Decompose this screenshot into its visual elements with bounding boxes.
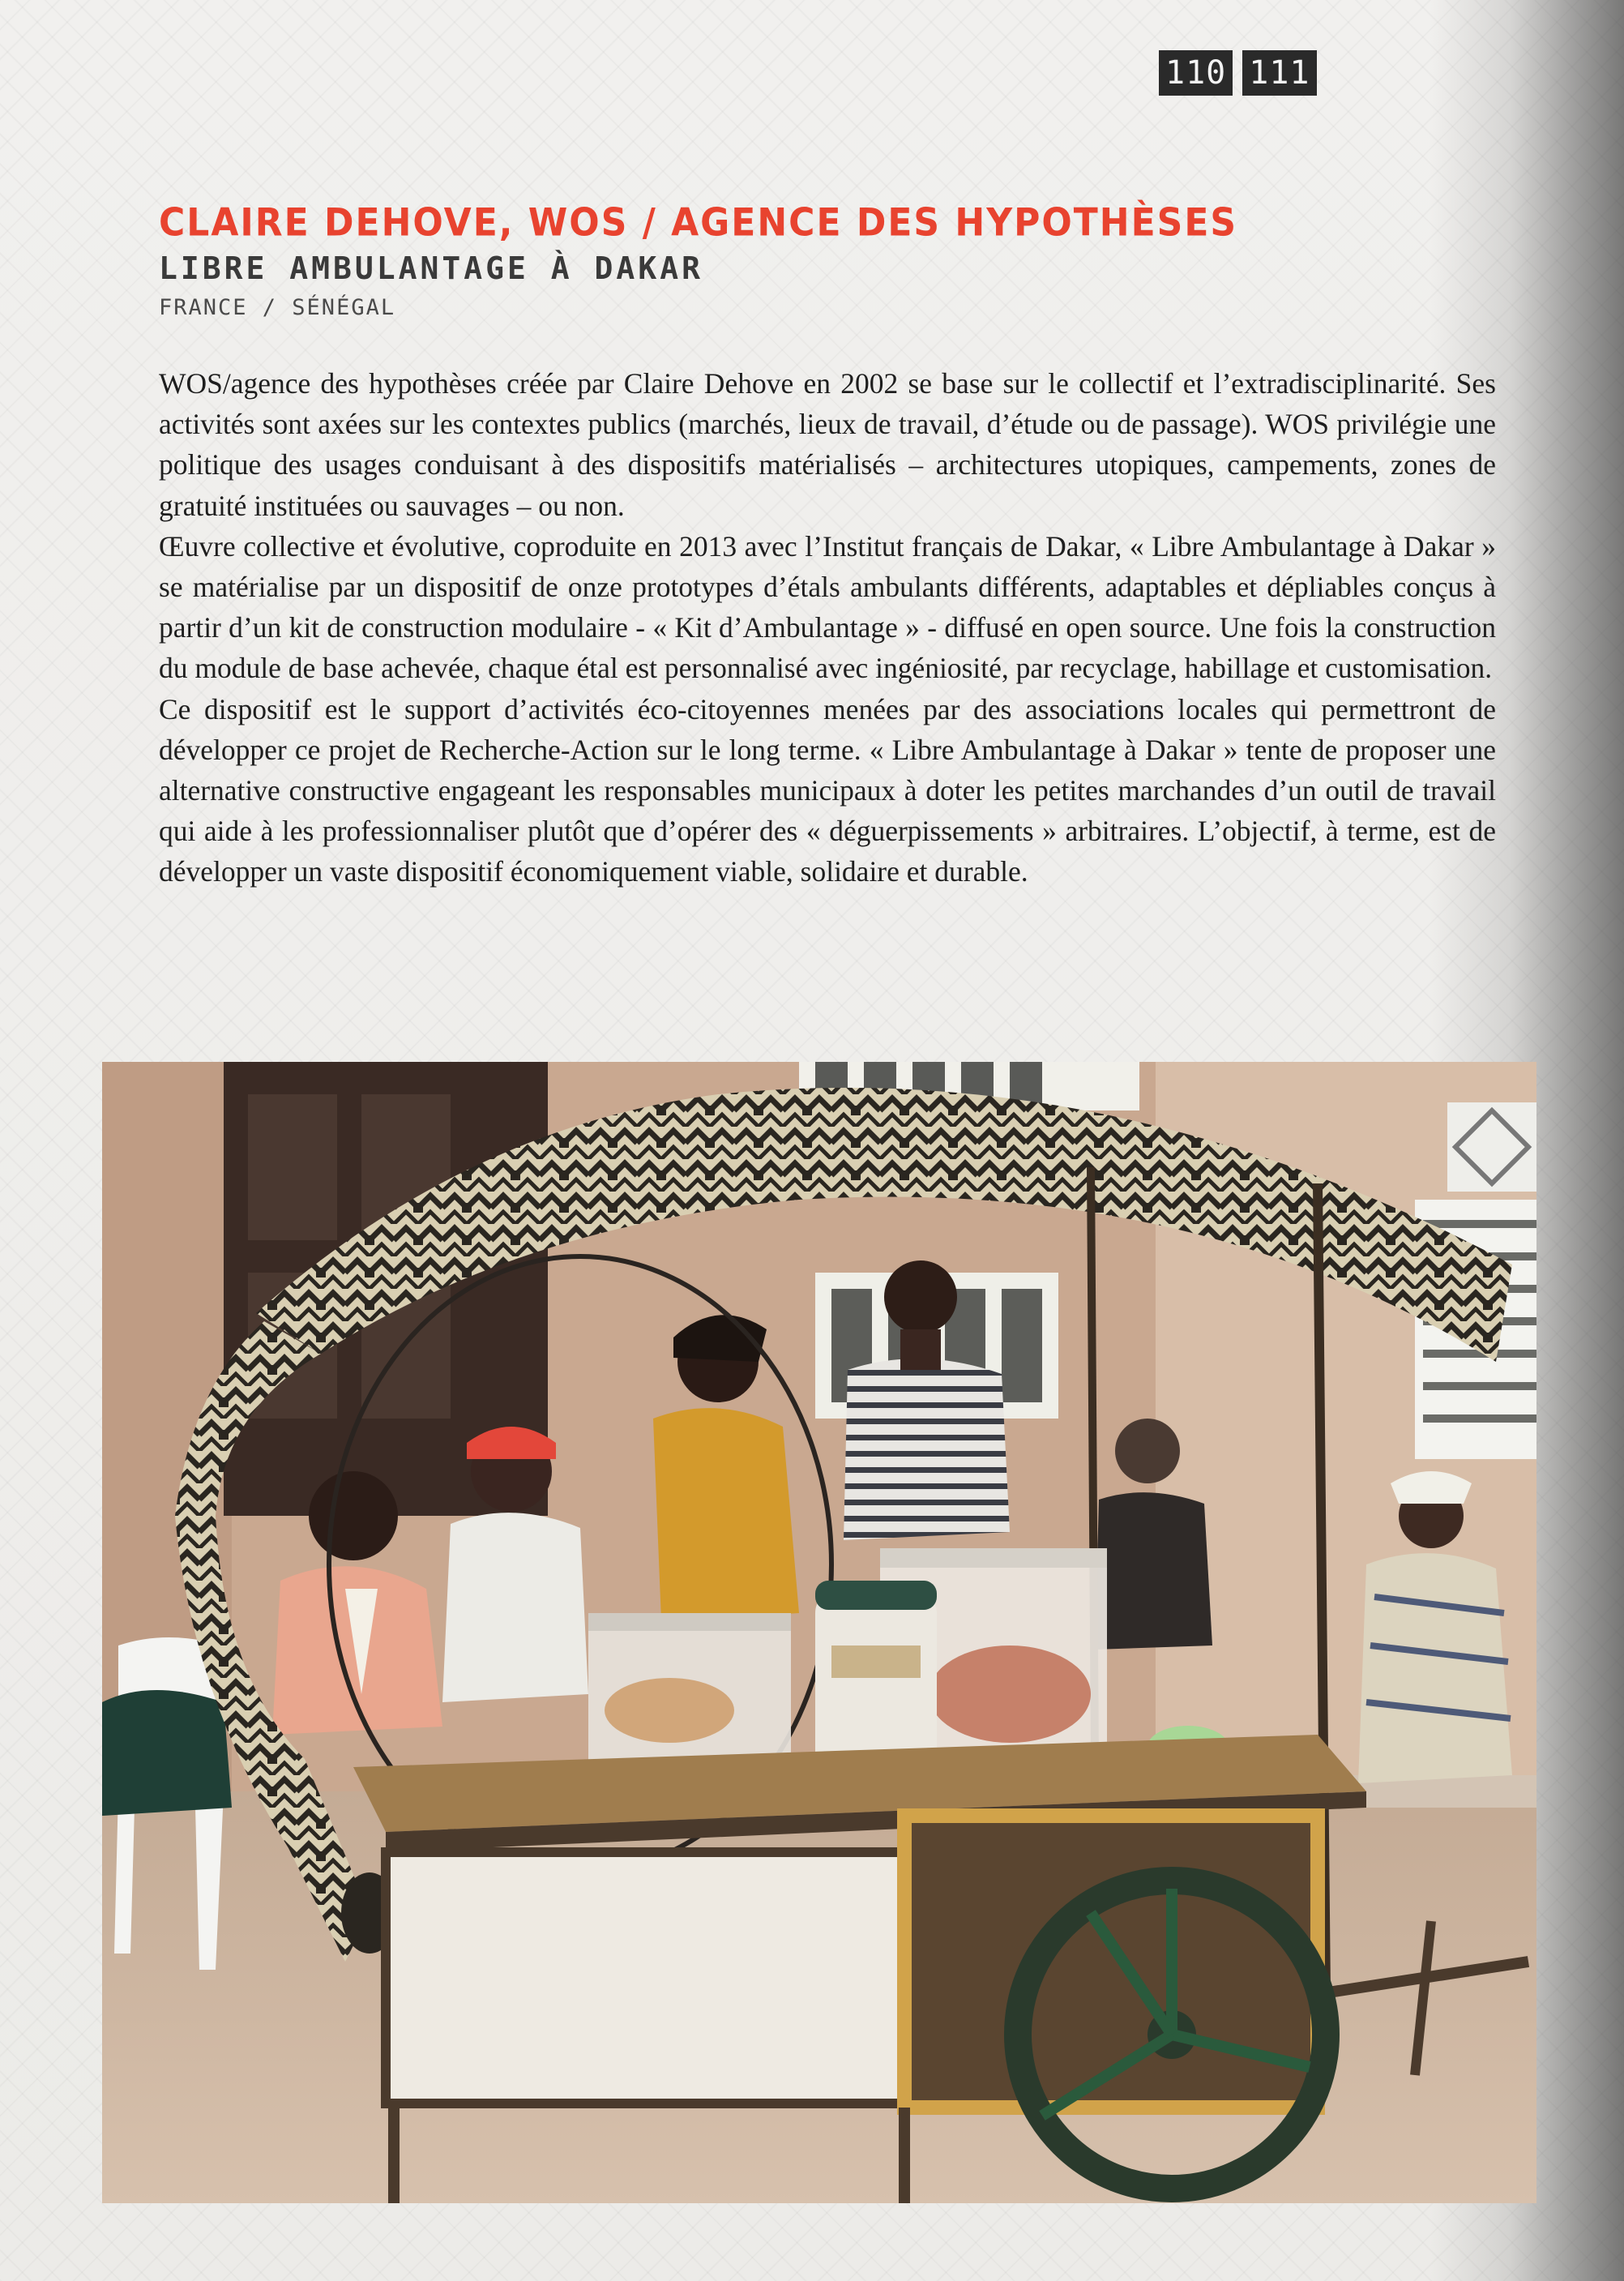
paragraph-3: Ce dispositif est le support d’activités éco-citoyennes menées par des associations locales qui permettront de développer ce projet de Recherche-Action sur le long terme. « Libre Ambulantage à Dakar » tente de proposer une alternative constructive engageant les responsables municipaux à doter les petites marchandes d’un outil de travail qui aide à les professionnaliser plutôt que d’opérer des « déguerpissements » arbitraires. L’objectif, à terme, est de développer un vaste dispositif économiquement viable, solidaire et durable. — [159, 692, 1496, 888]
article-location: FRANCE / SÉNÉGAL — [159, 295, 396, 320]
page-number-right: 111 — [1242, 50, 1316, 96]
paragraph-2: Œuvre collective et évolutive, coproduite en 2013 avec l’Institut français de Dakar, « Libre Ambulantage à Dakar » se matérialise par un dispositif de onze prototypes d’étals ambulants différents, adaptables et dépliables conçus à partir d’un kit de construction modulaire - « Kit d’Ambulantage » - diffusé en open source. Une fois la construction du module de base achevée, chaque étal est personnalisé avec ingéniosité, par recyclage, habillage et customisation. — [159, 529, 1496, 685]
page-number-left: 110 — [1159, 50, 1233, 96]
article-header — [159, 198, 1472, 324]
article-photo — [102, 1062, 1536, 2203]
paragraph-1: WOS/agence des hypothèses créée par Claire Dehove en 2002 se base sur le collectif et l’extradisciplinarité. Ses activités sont axées sur les contextes publics (marchés, lieux de travail, d’étude ou de passage). WOS privilégie une politique des usages conduisant à des dispositifs matérialisés – architectures utopiques, campements, zones de gratuité instituées ou sauvages – ou non. — [159, 367, 1496, 522]
page-numbers — [1159, 50, 1317, 96]
article-title: CLAIRE DEHOVE, WOS / AGENCE DES HYPOTHÈSES — [159, 200, 1238, 246]
street-vendor-cart-photo — [102, 1062, 1536, 2203]
article-subtitle: LIBRE AMBULANTAGE À DAKAR — [159, 250, 703, 286]
article-body — [159, 363, 1496, 892]
